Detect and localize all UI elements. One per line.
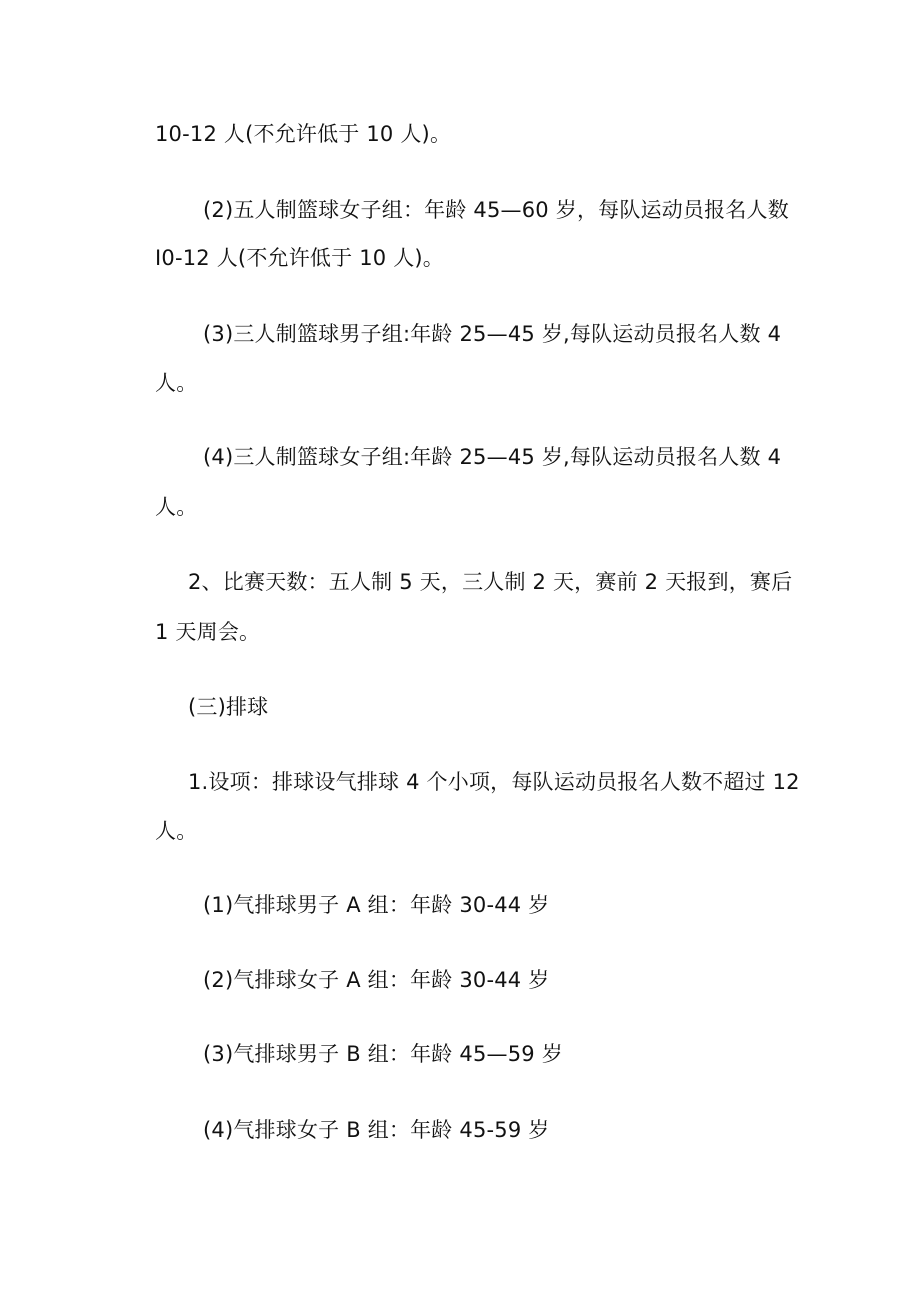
text-line-men-3v3-continuation: 人。 [155,371,198,395]
text-line-air-volleyball-men-a: (1)气排球男子 A 组：年龄 30-44 岁 [203,893,550,917]
text-line-air-volleyball-women-a: (2)气排球女子 A 组：年龄 30-44 岁 [203,968,550,992]
text-line-volleyball-events: 1.设项：排球设气排球 4 个小项，每队运动员报名人数不超过 12 [188,770,800,794]
text-line-women-3v3-continuation: 人。 [155,495,198,519]
text-line-air-volleyball-men-b: (3)气排球男子 B 组：年龄 45—59 岁 [203,1042,563,1066]
text-line-men-3v3-basketball: (3)三人制篮球男子组:年龄 25—45 岁,每队运动员报名人数 4 [203,322,782,346]
text-line-continuation-men-5v5: 10-12 人(不允许低于 10 人)。 [155,122,452,146]
section-heading-volleyball: (三)排球 [188,695,269,719]
text-line-competition-days: 2、比赛天数：五人制 5 天，三人制 2 天，赛前 2 天报到，赛后 [188,570,793,594]
text-line-women-3v3-basketball: (4)三人制篮球女子组:年龄 25—45 岁,每队运动员报名人数 4 [203,445,782,469]
text-line-volleyball-events-cont: 人。 [155,819,198,843]
text-line-air-volleyball-women-b: (4)气排球女子 B 组：年龄 45-59 岁 [203,1118,550,1142]
text-line-women-5v5-basketball: (2)五人制篮球女子组：年龄 45—60 岁，每队运动员报名人数 [203,198,789,222]
text-line-competition-days-cont: 1 天周会。 [155,620,261,644]
text-line-women-5v5-continuation: I0-12 人(不允许低于 10 人)。 [155,246,444,270]
